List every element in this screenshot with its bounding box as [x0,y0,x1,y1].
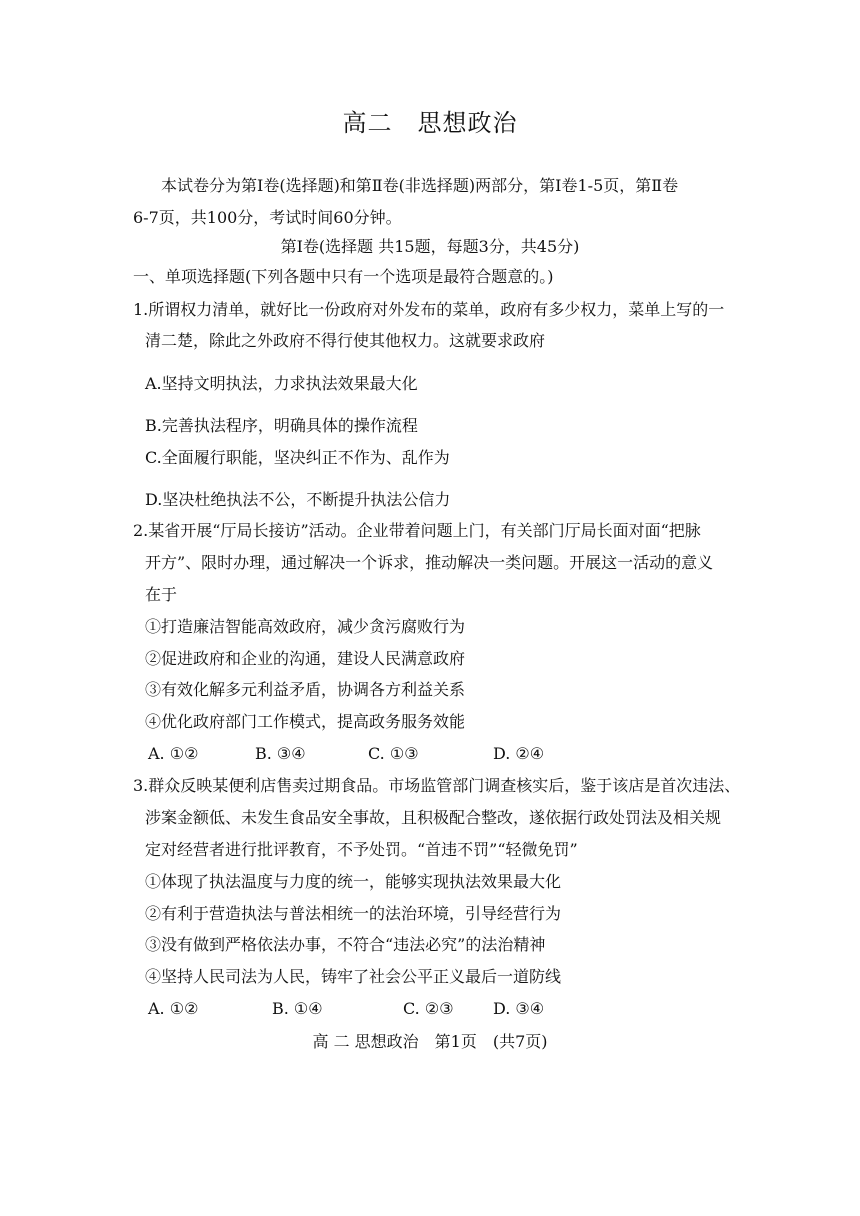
question-1-option-a: A.坚持文明执法，力求执法效果最大化 [145,374,418,393]
question-3-choice-c: C. ②③ [403,999,454,1018]
question-3-statement-4: ④坚持人民司法为人民，铸牢了社会公平正义最后一道防线 [145,967,562,986]
question-2-statement-3: ③有效化解多元利益矛盾，协调各方利益关系 [145,680,466,699]
question-3-choice-d: D. ③④ [493,999,545,1018]
question-3-choice-b: B. ①④ [272,999,323,1018]
question-2-line-1: 2.某省开展“厅局长接访”活动。企业带着问题上门，有关部门厅局长面对面“把脉 [133,521,701,540]
intro-line-1: 本试卷分为第Ⅰ卷(选择题)和第Ⅱ卷(非选择题)两部分，第Ⅰ卷1-5页，第Ⅱ卷 [161,176,679,195]
page-title: 高二 思想政治 [342,109,518,137]
question-3-statement-2: ②有利于营造执法与普法相统一的法治环境，引导经营行为 [145,904,562,923]
intro-line-2: 6-7页，共100分，考试时间60分钟。 [133,208,402,227]
question-3-line-2: 涉案金额低、未发生食品安全事故，且积极配合整改，遂依据行政处罚法及相关规 [145,808,722,827]
question-2-choice-b: B. ③④ [255,744,306,763]
question-2-line-2: 开方”、限时办理，通过解决一个诉求，推动解决一类问题。开展这一活动的意义 [145,553,714,572]
question-1-option-c: C.全面履行职能，坚决纠正不作为、乱作为 [145,448,450,467]
question-3-line-3: 定对经营者进行批评教育，不予处罚。“首违不罚”“轻微免罚” [145,840,578,859]
section-header: 第Ⅰ卷(选择题 共15题，每题3分，共45分) [280,237,580,256]
question-1-line-1: 1.所谓权力清单，就好比一份政府对外发布的菜单，政府有多少权力，菜单上写的一 [133,300,725,319]
question-2-statement-1: ①打造廉洁智能高效政府，减少贪污腐败行为 [145,617,466,636]
question-2-line-3: 在于 [145,585,178,604]
question-2-choice-c: C. ①③ [368,744,419,763]
question-2-choice-d: D. ②④ [493,744,545,763]
question-3-statement-1: ①体现了执法温度与力度的统一，能够实现执法效果最大化 [145,872,562,891]
question-3-statement-3: ③没有做到严格依法办事，不符合“违法必究”的法治精神 [145,935,546,954]
question-1-option-b: B.完善执法程序，明确具体的操作流程 [145,416,418,435]
question-1-line-2: 清二楚，除此之外政府不得行使其他权力。这就要求政府 [145,331,546,350]
page-footer: 高 二 思想政治 第1页 (共7页) [312,1032,548,1051]
question-2-choice-a: A. ①② [148,744,199,763]
question-3-line-1: 3.群众反映某便利店售卖过期食品。市场监管部门调查核实后，鉴于该店是首次违法、 [133,776,741,795]
part-header: 一、单项选择题(下列各题中只有一个选项是最符合题意的。) [133,267,554,286]
question-2-statement-2: ②促进政府和企业的沟通，建设人民满意政府 [145,649,466,668]
question-2-statement-4: ④优化政府部门工作模式，提高政务服务效能 [145,712,466,731]
question-3-choice-a: A. ①② [148,999,199,1018]
question-1-option-d: D.坚决杜绝执法不公，不断提升执法公信力 [145,490,451,509]
